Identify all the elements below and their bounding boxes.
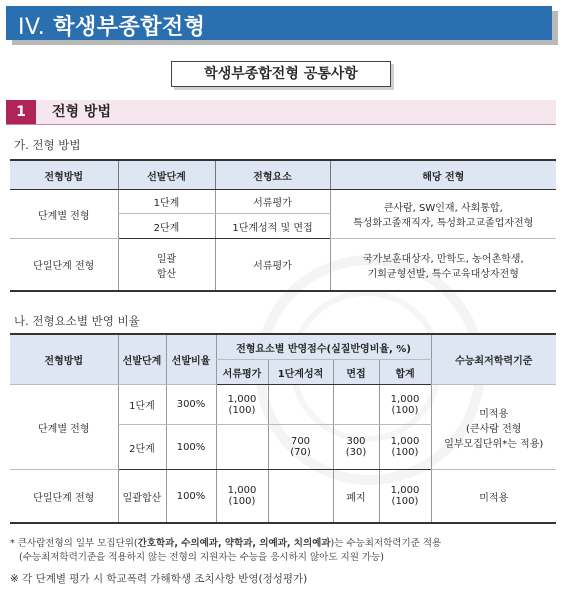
note-2: (수능최저학력기준을 적용하지 않는 전형의 지원자는 수능을 응시하지 않아도 지원 가능) <box>19 552 384 563</box>
chapter-number: IV. <box>18 15 46 40</box>
header-interview: 면접 <box>333 360 379 385</box>
table-row <box>10 470 556 524</box>
stage1-score-2 <box>268 425 333 470</box>
doc-score-2 <box>216 425 268 470</box>
target-multi-line2: 특성화고졸재직자, 특성화고교졸업자전형 <box>353 218 534 229</box>
interview-score-2-value: 300 <box>346 436 366 447</box>
header-element: 전형요소 <box>215 160 330 190</box>
section-title: 전형 방법 <box>52 104 111 120</box>
chapter-banner <box>6 6 552 40</box>
element-2: 1단계성적 및 면접 <box>215 214 330 239</box>
method-multi: 단계별 전형 <box>10 385 118 470</box>
min-multi-line2: (큰사람 전형 <box>466 423 522 435</box>
total-1-value: 1,000 <box>390 393 420 405</box>
section-header <box>6 100 556 125</box>
min-multi-line3: 일부모집단위*는 적용) <box>444 438 544 450</box>
header-min-standard: 수능최저학력기준 <box>431 334 556 385</box>
total-2-value: 1,000 <box>390 436 420 447</box>
ratio-2: 100% <box>166 425 216 470</box>
doc-score-single-pct: (100) <box>228 496 256 507</box>
interview-score-2 <box>333 425 379 470</box>
table-row <box>10 239 556 292</box>
stage-single: 일괄합산 <box>118 470 166 524</box>
ratio-single: 100% <box>166 470 216 524</box>
note-1 <box>10 535 441 549</box>
total-2 <box>379 425 431 470</box>
header-stage1-score: 1단계성적 <box>268 360 333 385</box>
total-1-pct: (100) <box>391 404 419 416</box>
stage-2: 2단계 <box>118 214 215 239</box>
note-1-bold: 간호학과, 수의예과, 약학과, 의예과, 치의예과 <box>137 538 331 549</box>
header-target: 해당 전형 <box>330 160 556 190</box>
stage-1: 1단계 <box>118 190 215 214</box>
element-1: 서류평가 <box>215 190 330 214</box>
stage1-score-2-pct: (70) <box>290 447 311 458</box>
header-ratio: 선발비율 <box>166 334 216 385</box>
section-subtitle: 학생부종합전형 공통사항 <box>171 61 391 87</box>
method-multi: 단계별 전형 <box>10 190 118 239</box>
stage-single <box>118 239 215 292</box>
interview-single: 폐지 <box>333 470 379 524</box>
section-number: 1 <box>6 100 36 124</box>
header-method: 전형방법 <box>10 334 118 385</box>
interview-score-2-pct: (30) <box>345 447 367 458</box>
note-3: ※ 각 단계별 평가 시 학교폭력 가해학생 조치사항 반영(정성평가) <box>10 573 308 585</box>
method-single: 단일단계 전형 <box>10 470 118 524</box>
doc-score-1-value: 1,000 <box>227 393 257 405</box>
target-single-line1: 국가보훈대상자, 만학도, 농어촌학생, <box>362 253 524 265</box>
total-2-pct: (100) <box>391 447 419 458</box>
doc-score-1-pct: (100) <box>228 404 256 416</box>
header-score-group: 전형요소별 반영점수(실질반영비율, %) <box>216 334 431 360</box>
target-multi <box>330 190 556 239</box>
min-multi-line1: 미적용 <box>479 408 509 420</box>
target-multi-line1: 큰사람, SW인재, 사회통합, <box>383 203 503 214</box>
chapter-title-text: 학생부종합전형 <box>53 15 206 40</box>
doc-score-single <box>216 470 268 524</box>
table-row <box>10 385 556 425</box>
total-single <box>379 470 431 524</box>
chapter-title <box>18 10 205 41</box>
table-header-row <box>10 334 556 360</box>
total-single-value: 1,000 <box>390 485 420 496</box>
note-1-post: )는 수능최저학력기준 적용 <box>330 538 442 549</box>
total-1 <box>379 385 431 425</box>
element-ratio-table <box>10 333 556 524</box>
note-1-pre: * 큰사람전형의 일부 모집단위( <box>10 538 138 549</box>
header-stage: 선발단계 <box>118 334 166 385</box>
doc-score-single-value: 1,000 <box>227 485 257 496</box>
method-single: 단일단계 전형 <box>10 239 118 292</box>
stage-2: 2단계 <box>118 425 166 470</box>
total-single-pct: (100) <box>391 496 419 507</box>
header-method: 전형방법 <box>10 160 118 190</box>
ratio-1: 300% <box>166 385 216 425</box>
header-doc: 서류평가 <box>216 360 268 385</box>
part-b-label: 나. 전형요소별 반영 비율 <box>14 314 140 328</box>
selection-method-table <box>10 159 556 292</box>
stage1-score-1 <box>268 385 333 425</box>
doc-score-1 <box>216 385 268 425</box>
stage-single-line1: 일괄 <box>156 253 177 265</box>
stage1-score-single <box>268 470 333 524</box>
stage-single-line2: 합산 <box>156 268 177 280</box>
table-row <box>10 190 556 214</box>
interview-score-1 <box>333 385 379 425</box>
stage1-score-2-value: 700 <box>290 436 311 447</box>
header-stage: 선발단계 <box>118 160 215 190</box>
table-header-row <box>10 160 556 190</box>
part-a-label: 가. 전형 방법 <box>14 138 81 152</box>
element-single: 서류평가 <box>215 239 330 292</box>
min-standard-multi <box>431 385 556 470</box>
min-standard-single: 미적용 <box>431 470 556 524</box>
header-total: 합계 <box>379 360 431 385</box>
target-single-line2: 기회균형선발, 특수교육대상자전형 <box>367 268 519 280</box>
stage-1: 1단계 <box>118 385 166 425</box>
target-single <box>330 239 556 292</box>
